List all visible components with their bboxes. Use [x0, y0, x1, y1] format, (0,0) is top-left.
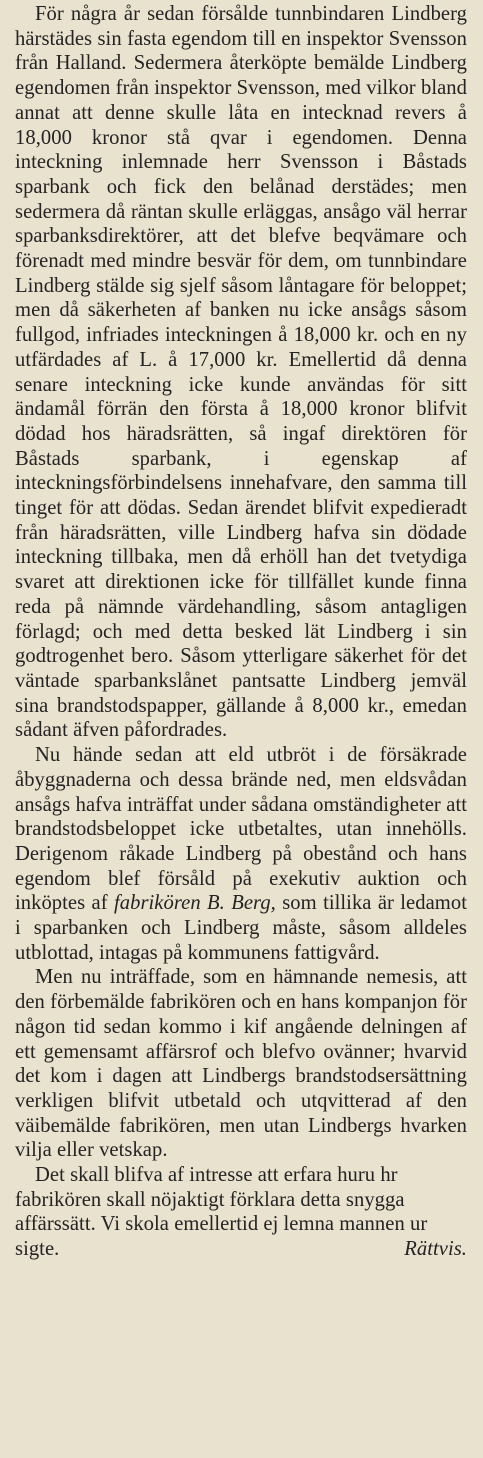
- buyer-name-italic: fabrikören B. Berg,: [114, 892, 276, 915]
- signature: Rättvis.: [404, 1238, 467, 1261]
- paragraph-4: [15, 1163, 467, 1262]
- paragraph-2: [15, 743, 467, 965]
- paragraph-4-text: Det skall blifva af intresse att erfara huru hr fabrikören skall nöjaktigt förklara detta snygga affärssätt. Vi skola emellertid ej lemna mannen ur sigte.: [15, 1164, 428, 1261]
- paragraph-2-text-b: som tillika är ledamot i sparbanken och Lindberg måste, såsom alldeles utblottad, intagas på kommunens fattigvård.: [15, 892, 467, 964]
- paragraph-2-text-a: Nu hände sedan att eld utbröt i de försäkrade åbyggnaderna och dessa brände ned, men eldsvådan ansågs hafva inträffat under sådana omständigheter att brandstodsbeloppet icke utbetaltes, utan innehölls. Derigenom råkade Lindberg på obestånd och hans egendom blef försåld på exekutiv auktion och inköptes af: [15, 744, 467, 915]
- paragraph-3: [15, 965, 467, 1163]
- article-column: [15, 2, 467, 1262]
- paragraph-3-text: Men nu inträffade, som en hämnande nemesis, att den förbemälde fabrikören och en hans kompanjon för någon tid sedan kommo i kif angående delningen af ett gemensamt affärsrof och blefvo ovänner; hvarvid det kom i dagen att Lindbergs brandstodsersättning verkligen blifvit utbetald och utqvitterad af den väibemälde fabrikören, men utan Lindbergs hvarken vilja eller vetskap.: [15, 966, 467, 1162]
- paragraph-1-text: För några år sedan försålde tunnbindaren Lindberg härstädes sin fasta egendom till en inspektor Svensson från Halland. Sedermera återköpte bemälde Lindberg egendomen från inspektor Svensson, med vilkor bland annat att denne skulle låta en intecknad revers å 18,000 kronor stå qvar i egendomen. Denna inteckning inlemnade herr Svensson i Båstads sparbank och fick den belånad derstädes; men sedermera då räntan skulle erläggas, ansågo väl herrar sparbanksdirektörer, att det blefve beqvämare och förenadt med mindre besvär för dem, om tunnbindare Lindberg stälde sig sjelf såsom låntagare för beloppet; men då säkerheten af banken nu icke ansågs såsom fullgod, infriades inteckningen å 18,000 kr. och en ny utfärdades af L. å 17,000 kr. Emellertid då denna senare inteckning icke kunde användas för sitt ändamål förrän den första å 18,000 kronor blifvit dödad hos häradsrätten, så ingaf direktören för Båstads sparbank, i egenskap af inteckningsförbindelsens innehafvare, den samma till tinget för att dödas. Sedan ärendet blifvit expedieradt från häradsrätten, ville Lindberg hafva sin dödade inteckning tillbaka, men då erhöll han det tvetydiga svaret att direktionen icke för tillfället kunde finna reda på nämnde värdehandling, såsom antagligen förlagd; och med detta besked lät Lindberg i sin godtrogenhet bero. Såsom ytterligare säkerhet för det väntade sparbankslånet pantsatte Lindberg jemväl sina brandstodspapper, gällande å 8,000 kr., emedan sådant äfven påfordrades.: [15, 3, 467, 742]
- paragraph-1: [15, 2, 467, 743]
